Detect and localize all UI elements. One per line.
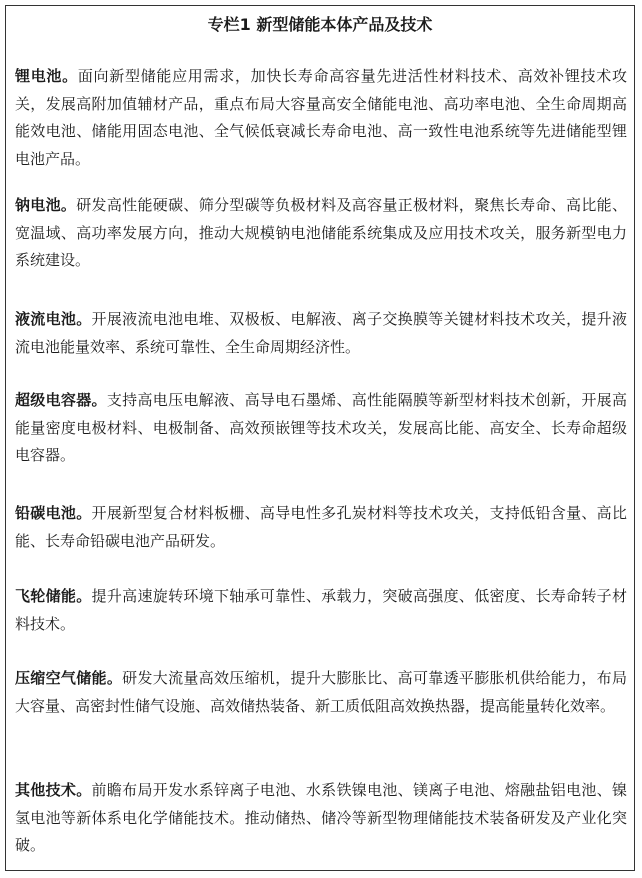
section-lead-carbon-battery [15,500,627,555]
section-body: 前瞻布局开发水系锌离子电池、水系铁镍电池、镁离子电池、熔融盐铝电池、镍氢电池等新体系电化学储能技术。推动储热、储冷等新型物理储能技术装备研发及产业化突破。 [15,781,627,854]
section-body: 研发高性能硬碳、筛分型碳等负极材料及高容量正极材料，聚焦长寿命、高比能、宽温域、高功率发展方向，推动大规模钠电池储能系统集成及应用技术攻关，服务新型电力系统建设。 [15,196,627,269]
section-heading: 铅碳电池。 [15,504,92,522]
section-body: 研发大流量高效压缩机，提升大膨胀比、高可靠透平膨胀机供给能力，布局大容量、高密封性储气设施、高效储热装备、新工质低阻高效换热器，提高能量转化效率。 [15,669,627,715]
section-other-technologies [15,777,627,860]
section-heading: 锂电池。 [15,67,78,85]
column-title: 专栏1 新型储能本体产品及技术 [207,15,433,34]
section-body: 提升高速旋转环境下轴承可靠性、承载力，突破高强度、低密度、长寿命转子材料技术。 [15,587,627,633]
section-body: 支持高电压电解液、高导电石墨烯、高性能隔膜等新型材料技术创新，开展高能量密度电极材料、电极制备、高效预嵌锂等技术攻关，发展高比能、高安全、长寿命超级电容器。 [15,391,627,464]
section-body: 开展液流电池电堆、双极板、电解液、离子交换膜等关键材料技术攻关，提升液流电池能量效率、系统可靠性、全生命周期经济性。 [15,310,627,356]
section-heading: 压缩空气储能。 [15,669,123,687]
section-heading: 其他技术。 [15,781,92,799]
section-supercapacitor [15,387,627,470]
section-lithium-battery [15,63,627,173]
section-flow-battery [15,306,627,361]
section-heading: 飞轮储能。 [15,587,92,605]
column-box [5,5,635,871]
section-heading: 超级电容器。 [15,391,107,409]
section-heading: 钠电池。 [15,196,77,214]
section-body: 开展新型复合材料板栅、高导电性多孔炭材料等技术攻关，支持低铅含量、高比能、长寿命铅碳电池产品研发。 [15,504,627,550]
section-heading: 液流电池。 [15,310,92,328]
section-flywheel-storage [15,583,627,638]
section-compressed-air-storage [15,665,627,720]
section-body: 面向新型储能应用需求，加快长寿命高容量先进活性材料技术、高效补锂技术攻关，发展高附加值辅材产品，重点布局大容量高安全储能电池、高功率电池、全生命周期高能效电池、储能用固态电池、全气候低衰减长寿命电池、高一致性电池系统等先进储能型锂电池产品。 [15,67,627,168]
section-sodium-battery [15,192,627,275]
